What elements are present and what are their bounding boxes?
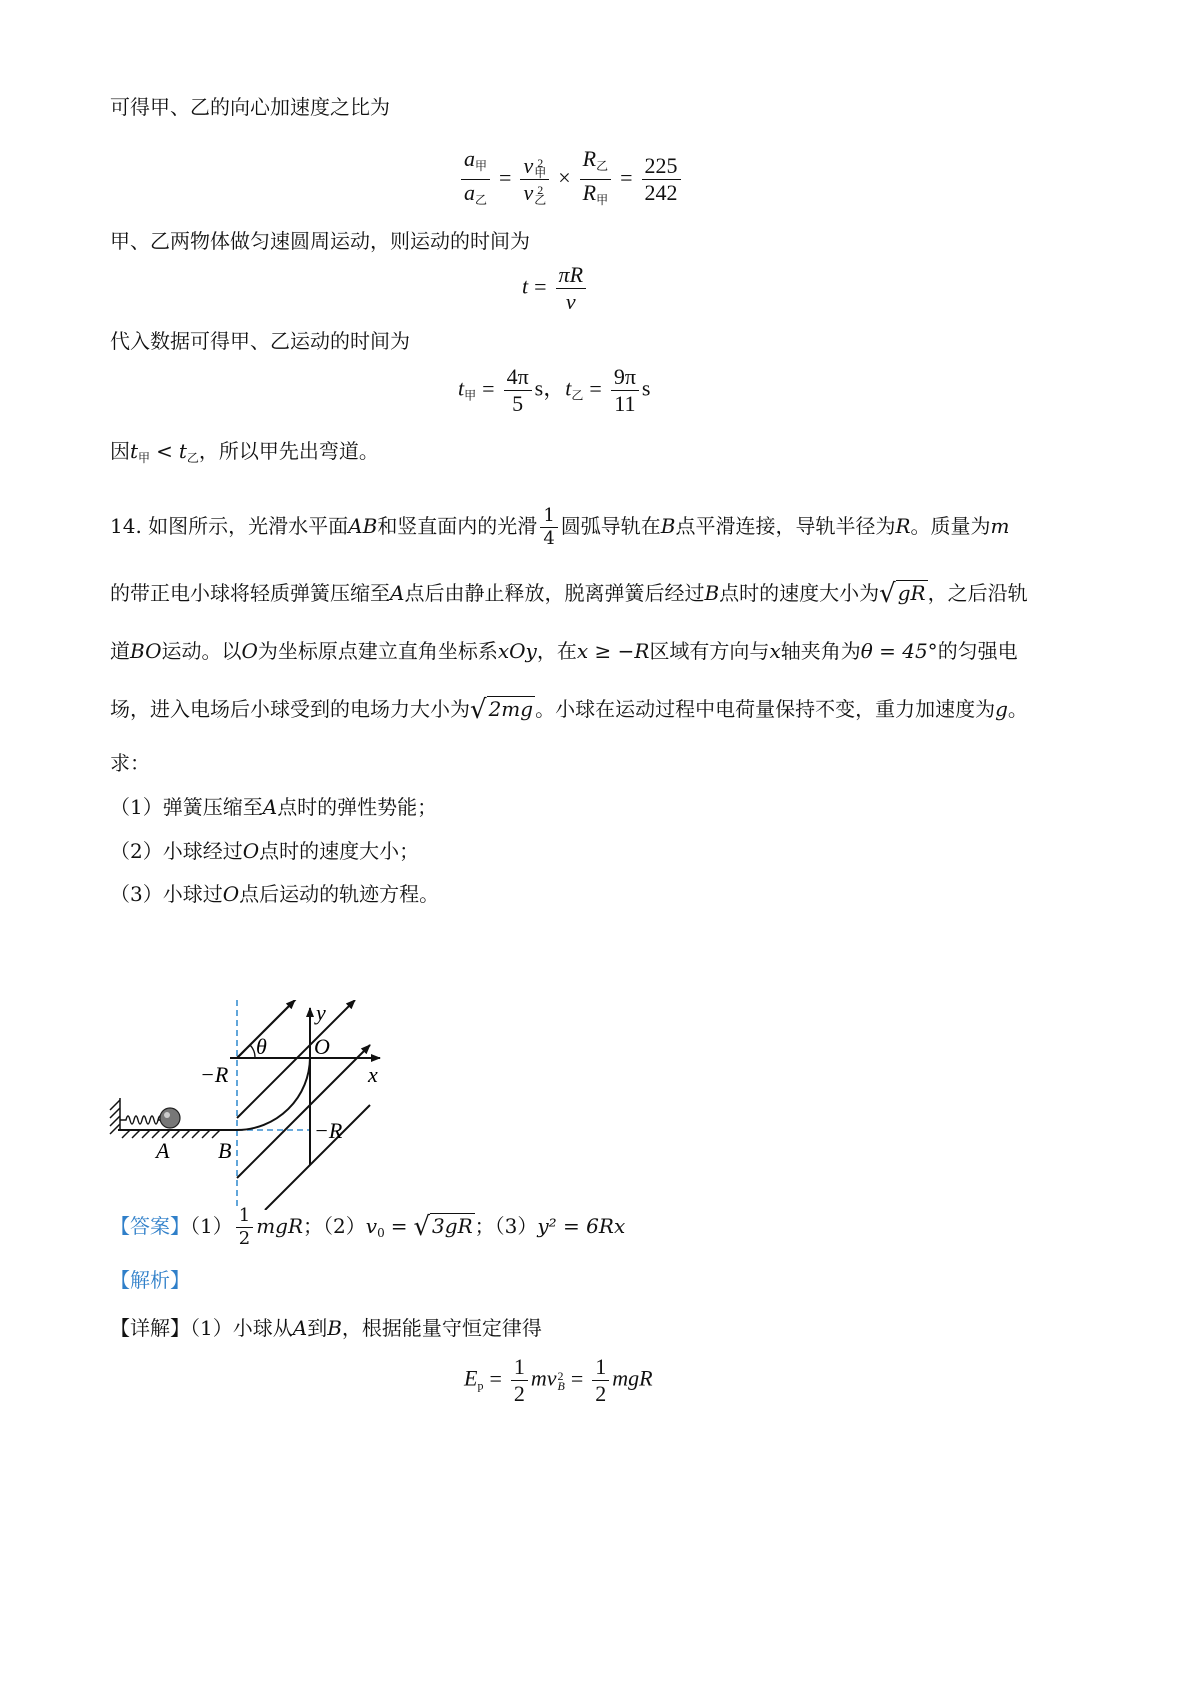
ratio-denominator: 242 (642, 179, 681, 206)
equation-time: t = $\frac{\pi R}{v}$ (522, 262, 589, 315)
paragraph-conclusion: 因$t_甲 < t_乙$，所以甲先出弯道。 (110, 439, 379, 465)
paragraph-centripetal-ratio: 可得甲、乙的向心加速度之比为 (110, 95, 390, 119)
question-14-line-2: 的带正电小球将轻质弹簧压缩至A点后由静止释放，脱离弹簧后经过B点时的速度大小为√ gR ，之后沿轨 (110, 579, 1028, 609)
label-point-a: A (156, 1138, 170, 1163)
label-y-axis: y (316, 1000, 326, 1025)
question-14-line-3: 道BO运动。以O为坐标原点建立直角坐标系xOy，在x ≥ −R区域有方向与x轴夹角为θ = 45°的匀强电 (110, 639, 1018, 663)
question-14-line-4: 场，进入电场后小球受到的电场力大小为√ 2mg 。小球在运动过程中电荷量保持不变，重力加速度为g。 (110, 695, 1028, 725)
field-line (237, 1045, 370, 1178)
answer-line: 【答案】（1） $\frac{1}{2}$ mgR；$(2)v_0$ = √ 3gR ；（3）y² = 6Rx (110, 1205, 626, 1249)
answer-tag: 【答案】 (110, 1214, 190, 1238)
ball-icon (160, 1108, 180, 1128)
ratio-numerator: 225 (644, 153, 678, 178)
paragraph-substitute-data: 代入数据可得甲、乙运动的时间为 (110, 329, 410, 353)
label-neg-r-bottom: −R (314, 1118, 343, 1143)
physics-diagram (100, 1000, 420, 1210)
equation-times-values: $t_甲$ = $\frac{4\pi}{5}$ s，$t_乙$ = $\frac{9\pi}{11}$ s (458, 364, 651, 416)
sub-question-2: （2）小球经过O点时的速度大小； (110, 839, 420, 863)
label-x-axis: x (368, 1062, 378, 1087)
label-point-b: B (218, 1138, 232, 1163)
label-theta: θ (256, 1034, 267, 1059)
detail-line: 【详解】（1）小球从A到B，根据能量守恒定律得 (110, 1316, 542, 1340)
equation-elastic-energy: $E_p$ = $\frac{1}{2}$ mv 2 B = $\frac{1}{2}$ mgR (464, 1354, 653, 1406)
spring-icon (120, 1116, 162, 1124)
question-14-ask: 求： (110, 751, 150, 775)
label-neg-r-left: −R (200, 1062, 229, 1087)
quarter-arc-track (237, 1058, 310, 1130)
equation-acceleration-ratio: $\frac{a_甲}{a_乙}$ = v 2 甲 v 2 乙 × $\frac{R_乙}{R_甲}$ = $\frac{225}{242}$ (458, 146, 684, 213)
paragraph-uniform-motion: 甲、乙两物体做匀速圆周运动，则运动的时间为 (110, 229, 530, 253)
question-14-line-1: 14. 如图所示，光滑水平面AB和竖直面内的光滑 $\frac{1}{4}$ 圆弧导轨在B点平滑连接，导轨半径为R。质量为m (110, 505, 1010, 549)
sub-question-3: （3）小球过O点后运动的轨迹方程。 (110, 882, 440, 906)
label-origin: O (314, 1034, 330, 1059)
analysis-tag: 【解析】 (110, 1268, 190, 1292)
sub-question-1: （1）弹簧压缩至A点时的弹性势能； (110, 795, 438, 819)
